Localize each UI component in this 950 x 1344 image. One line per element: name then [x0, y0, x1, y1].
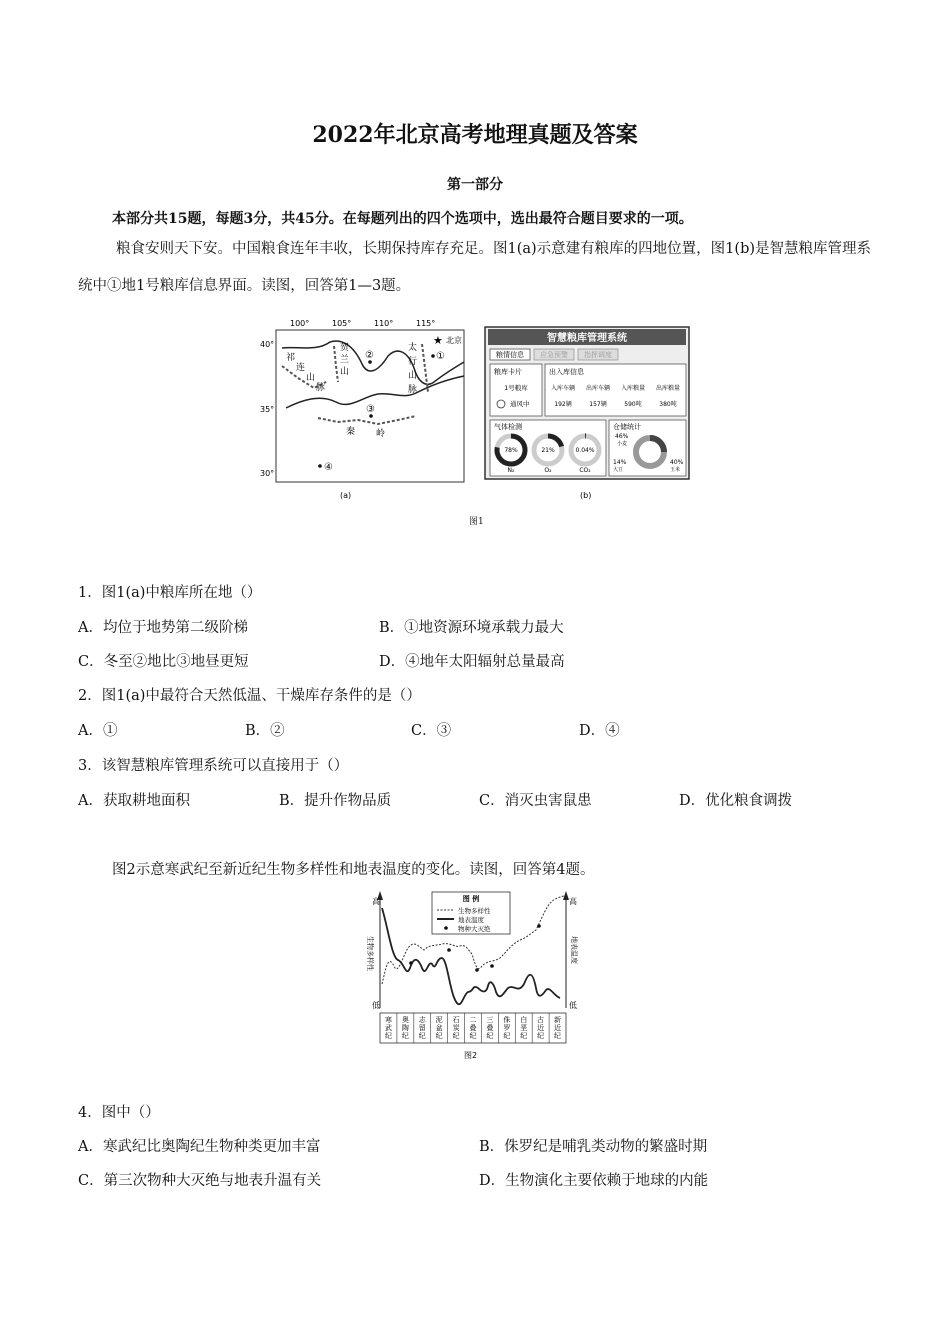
intro-paragraph-1: 粮食安则天下安。中国粮食连年丰收，长期保持库存充足。图1(a)示意建有粮库的四地位置，图1(b)是智慧粮库管理系统中①地1号粮库信息界面。读图，回答第1—3题。 [78, 241, 872, 294]
mountain-label: 脉 [316, 383, 326, 393]
q4-option-b: B．侏罗纪是哺乳类动物的繁盛时期 [479, 1139, 708, 1155]
period-label: 白垩纪 [520, 1016, 528, 1040]
legend-item: 地表温度 [458, 916, 484, 924]
figure-1-caption: 图1 [469, 517, 484, 527]
period-labels [385, 1013, 561, 1043]
period-label: 新近纪 [554, 1016, 562, 1040]
tab-label: 应急预警 [540, 351, 568, 359]
page-title: 2022年北京高考地理真题及答案 [312, 122, 638, 148]
mountain-label: 贺 [340, 343, 350, 353]
q2-option-a: A．① [78, 723, 118, 739]
q2-option-d: D．④ [579, 723, 620, 739]
figure-1b-caption: (b) [580, 491, 592, 500]
mountain-label: 行 [408, 357, 418, 367]
question-4-stem: 4．图中（） [78, 1105, 160, 1121]
figure-2-caption: 图2 [464, 1051, 478, 1060]
figure-1b-panel [484, 326, 692, 504]
gauge-value: 21% [541, 447, 555, 454]
lat-label: 35° [260, 405, 275, 414]
io-header: 出库粮量 [655, 385, 681, 392]
mountain-label: 秦 [346, 427, 356, 437]
io-header: 入库粮量 [620, 385, 646, 392]
q4-option-a: A．寒武纪比奥陶纪生物种类更加丰富 [78, 1139, 321, 1155]
q2-option-c: C．③ [411, 723, 452, 739]
beijing-label: 北京 [446, 336, 462, 345]
gas-title: 气体检测 [494, 423, 522, 431]
site-label: ④ [324, 462, 333, 473]
io-value: 380吨 [659, 401, 677, 408]
mountain-label: 祁 [286, 353, 296, 363]
extinction-point [537, 924, 541, 928]
mountain-label: 太 [408, 343, 418, 353]
storage-value: 40% [670, 459, 684, 466]
intro-paragraph-2: 图2示意寒武纪至新近纪生物多样性和地表温度的变化。读图，回答第4题。 [112, 862, 595, 878]
figure-2-chart [362, 888, 584, 1064]
q3-option-d: D．优化粮食调拨 [679, 793, 793, 809]
card-status: 通风中 [510, 400, 530, 408]
storage-label: 玉米 [670, 467, 681, 473]
period-label: 侏罗纪 [503, 1016, 511, 1040]
instructions: 本部分共15题，每题3分，共45分。在每题列出的四个选项中，选出最符合题目要求的一项。 [112, 211, 693, 227]
figure-1a-map [258, 316, 468, 506]
gauge-label: O₂ [544, 467, 552, 474]
io-value: 157辆 [589, 401, 607, 408]
card-title: 粮库卡片 [494, 368, 522, 376]
extinction-point [409, 961, 413, 965]
right-high: 高 [569, 897, 577, 906]
question-3-stem: 3．该智慧粮库管理系统可以直接用于（） [78, 758, 349, 774]
q1-option-d: D．④地年太阳辐射总量最高 [379, 654, 565, 670]
q1-option-a: A．均位于地势第二级阶梯 [78, 620, 248, 636]
io-value: 590吨 [624, 401, 642, 408]
q1-option-c: C．冬至②地比③地昼更短 [78, 654, 249, 670]
mountain-label: 兰 [340, 355, 350, 365]
section-heading: 第一部分 [447, 177, 503, 193]
right-low: 低 [569, 1001, 577, 1010]
storage-label: 小麦 [617, 441, 628, 447]
period-label: 古近纪 [537, 1016, 545, 1040]
extinction-point [447, 948, 451, 952]
period-label: 二叠纪 [469, 1016, 477, 1040]
mountain-label: 山 [306, 373, 316, 383]
mountain-label: 山 [408, 371, 418, 381]
q2-option-b: B．② [245, 723, 285, 739]
q3-option-b: B．提升作物品质 [279, 793, 392, 809]
legend-item: 生物多样性 [458, 907, 491, 915]
io-header: 入库车辆 [550, 385, 576, 392]
q3-option-c: C．消灭虫害鼠患 [479, 793, 592, 809]
left-high: 高 [372, 897, 380, 906]
lon-label: 100° [290, 319, 310, 328]
mountain-label: 岭 [376, 429, 386, 439]
storage-label: 大豆 [613, 467, 624, 473]
storage-title: 仓储统计 [613, 423, 641, 431]
left-low: 低 [372, 1001, 380, 1010]
q3-option-a: A．获取耕地面积 [78, 793, 190, 809]
question-2-stem: 2．图1(a)中最符合天然低温、干燥库存条件的是（） [78, 688, 421, 704]
lon-label: 110° [374, 319, 394, 328]
period-label: 石炭纪 [452, 1016, 460, 1040]
q4-option-d: D．生物演化主要依赖于地球的内能 [479, 1173, 709, 1189]
mountain-label: 脉 [408, 385, 418, 395]
legend-item: 物种大灭绝 [458, 925, 491, 933]
storage-value: 14% [613, 459, 627, 466]
io-header: 出库车辆 [585, 385, 611, 392]
mountain-label: 连 [296, 363, 306, 373]
question-1-stem: 1．图1(a)中粮库所在地（） [78, 585, 262, 601]
gauge-value: 0.04% [575, 447, 595, 454]
lon-label: 115° [416, 319, 436, 328]
q1-option-b: B．①地资源环境承载力最大 [379, 620, 564, 636]
extinction-point [475, 968, 479, 972]
period-label: 志留纪 [418, 1016, 426, 1040]
lon-label: 105° [332, 319, 352, 328]
period-label: 三叠纪 [486, 1016, 494, 1040]
period-label: 泥盆纪 [435, 1016, 443, 1040]
figure-1a-caption: (a) [340, 491, 352, 500]
beijing-star-icon: ★ [433, 334, 443, 347]
site-label: ① [436, 351, 445, 362]
tab-label: 粮情信息 [496, 351, 524, 359]
io-title: 出入库信息 [549, 368, 584, 376]
q4-option-c: C．第三次物种大灭绝与地表升温有关 [78, 1173, 322, 1189]
lat-label: 30° [260, 469, 275, 478]
lat-label: 40° [260, 340, 275, 349]
site-label: ② [365, 350, 374, 361]
card-name: 1号粮库 [504, 384, 528, 392]
gauge-label: N₂ [507, 467, 515, 474]
panel-header: 智慧粮库管理系统 [547, 333, 627, 344]
site-marker [431, 354, 435, 358]
mountain-label: 山 [340, 367, 350, 377]
site-marker [318, 464, 322, 468]
extinction-point [490, 964, 494, 968]
period-label: 寒武纪 [384, 1016, 392, 1040]
legend-dot-icon [444, 926, 448, 930]
gauge-label: CO₂ [579, 467, 591, 474]
site-label: ③ [366, 404, 375, 415]
legend-title: 图 例 [462, 895, 480, 903]
storage-value: 46% [615, 433, 629, 440]
io-value: 192辆 [554, 401, 572, 408]
period-label: 奥陶纪 [401, 1016, 409, 1040]
left-axis-label: 生物多样性 [366, 936, 374, 971]
right-axis-label: 地表温度 [570, 936, 578, 964]
tab-label: 指挥调度 [584, 351, 612, 359]
gauge-value: 78% [504, 447, 518, 454]
